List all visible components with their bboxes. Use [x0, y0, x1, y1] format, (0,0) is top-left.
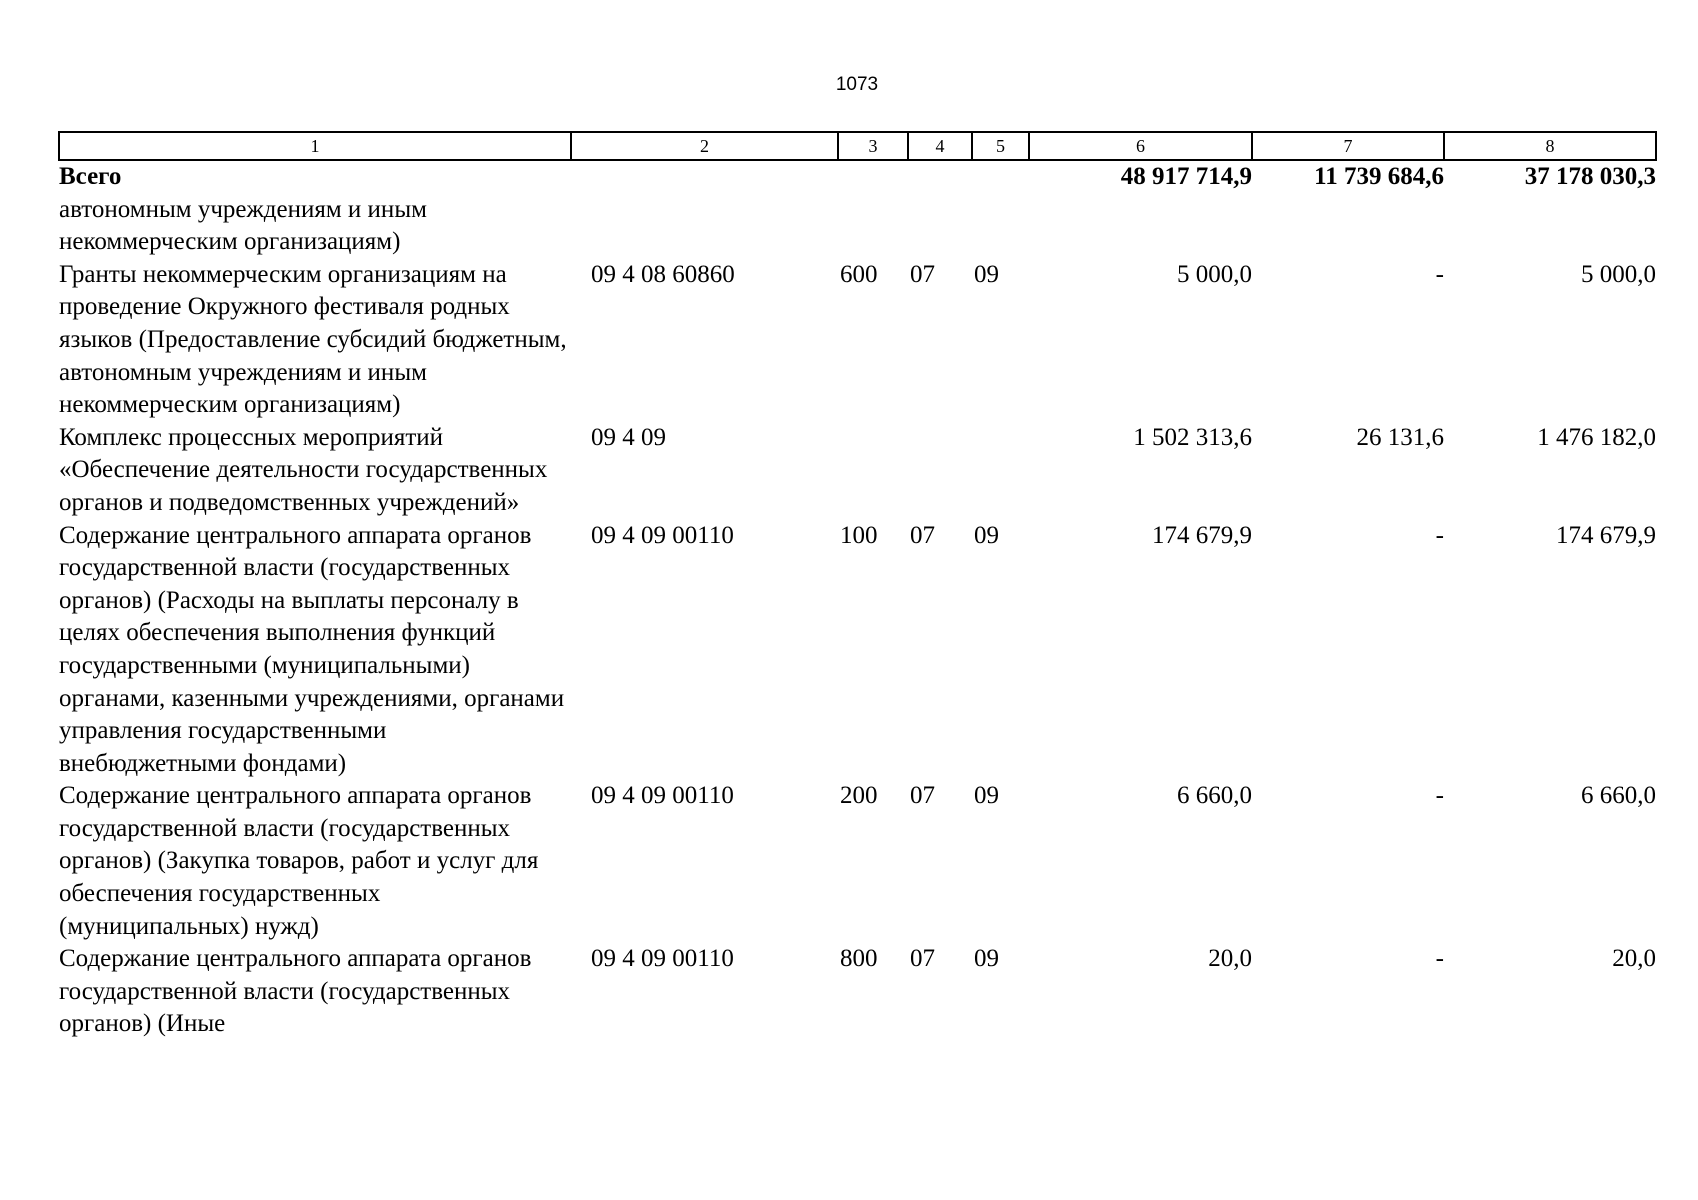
- row-code: 09 4 08 60860: [591, 260, 735, 288]
- row-c7: -: [1435, 521, 1444, 549]
- row-c5: 09: [974, 260, 999, 288]
- row-c6: 20,0: [1208, 945, 1252, 973]
- total-amount-col7: 11 739 684,6: [1314, 163, 1444, 190]
- row-c3: [838, 194, 908, 259]
- row-c5: [972, 194, 1029, 259]
- row-c7: 26 131,6: [1356, 423, 1444, 451]
- row-c3: 200: [840, 782, 878, 810]
- row-c4: [908, 422, 972, 520]
- cell-c4: [908, 160, 972, 194]
- row-c6: 174 679,9: [1152, 521, 1252, 549]
- cell-c5: [972, 160, 1029, 194]
- page-number: 1073: [835, 74, 879, 95]
- row-name: Содержание центрального аппарата органов государственной власти (государственных органов) (Иные: [59, 945, 532, 1038]
- total-amount-col8: 37 178 030,3: [1524, 163, 1656, 190]
- column-header: 4: [908, 132, 972, 160]
- row-c4: 07: [910, 521, 935, 549]
- row-c8: 6 660,0: [1581, 782, 1656, 810]
- row-c3: 800: [840, 945, 878, 973]
- column-number-header-row: [59, 132, 1656, 160]
- table-row: [59, 520, 1656, 781]
- row-c8: 1 476 182,0: [1537, 423, 1656, 451]
- table-row: [59, 259, 1656, 422]
- row-c3: [838, 422, 908, 520]
- table-row: [59, 422, 1656, 520]
- row-c4: 07: [910, 260, 935, 288]
- row-c6: [1029, 194, 1252, 259]
- row-c7: -: [1435, 260, 1444, 288]
- total-label: Всего: [59, 163, 122, 190]
- column-header: 3: [838, 132, 908, 160]
- row-c5: [972, 422, 1029, 520]
- row-code: 09 4 09: [591, 423, 666, 451]
- row-code: 09 4 09 00110: [591, 782, 734, 810]
- row-c5: 09: [974, 945, 999, 973]
- row-c4: [908, 194, 972, 259]
- row-name: Комплекс процессных мероприятий «Обеспечение деятельности государственных органов и подведомственных учреждений»: [59, 423, 548, 516]
- row-code: [571, 194, 838, 259]
- row-c5: 09: [974, 782, 999, 810]
- cell-c3: [838, 160, 908, 194]
- row-name: Содержание центрального аппарата органов государственной власти (государственных органов) (Закупка товаров, работ и услуг для обеспечения государственных (муниципальных) нужд): [59, 782, 539, 940]
- row-c6: 1 502 313,6: [1133, 423, 1252, 451]
- row-c8: 5 000,0: [1581, 260, 1656, 288]
- table-row: [59, 780, 1656, 943]
- row-c5: 09: [974, 521, 999, 549]
- total-amount-col6: 48 917 714,9: [1120, 163, 1252, 190]
- row-c8: 174 679,9: [1556, 521, 1656, 549]
- row-code: 09 4 09 00110: [591, 945, 734, 973]
- row-c7: [1252, 194, 1444, 259]
- row-c3: 100: [840, 521, 878, 549]
- column-header: 6: [1029, 132, 1252, 160]
- row-name: Гранты некоммерческим организациям на проведение Окружного фестиваля родных языков (Предоставление субсидий бюджетным, автономным учреждениям и иным некоммерческим организациям): [59, 260, 567, 419]
- column-header: 8: [1444, 132, 1656, 160]
- budget-table: [58, 131, 1657, 1041]
- column-header: 5: [972, 132, 1029, 160]
- cell-code: [571, 160, 838, 194]
- table-row: [59, 194, 1656, 259]
- row-c8: 20,0: [1612, 945, 1656, 973]
- row-name: Содержание центрального аппарата органов государственной власти (государственных органов) (Расходы на выплаты персоналу в целях обеспечения выполнения функций государственными (муниципальными) органами, казенными учреждениями, органами управления государственными внебюджетными фондами): [59, 521, 565, 777]
- row-c6: 6 660,0: [1177, 782, 1252, 810]
- table-row: [59, 943, 1656, 1041]
- column-header: 2: [571, 132, 838, 160]
- row-c4: 07: [910, 782, 935, 810]
- row-c8: [1444, 194, 1656, 259]
- row-c4: 07: [910, 945, 935, 973]
- row-c7: -: [1435, 782, 1444, 810]
- row-c3: 600: [840, 260, 878, 288]
- column-header: 7: [1252, 132, 1444, 160]
- row-c6: 5 000,0: [1177, 260, 1252, 288]
- total-row: [59, 160, 1656, 194]
- column-header: 1: [59, 132, 571, 160]
- row-name: автономным учреждениям и иным некоммерческим организациям): [59, 195, 427, 256]
- row-c7: -: [1435, 945, 1444, 973]
- row-code: 09 4 09 00110: [591, 521, 734, 549]
